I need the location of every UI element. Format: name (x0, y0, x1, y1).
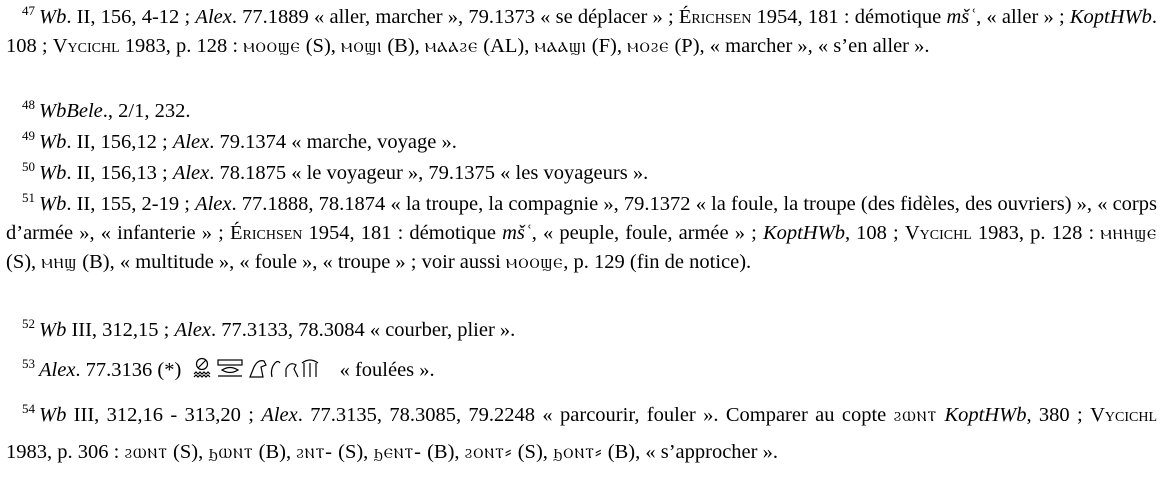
text-run: , 380 ; (1026, 404, 1091, 426)
text-run: , « aller » ; (976, 6, 1070, 28)
coptic-word: ϧⲉⲛⲧ- (373, 441, 422, 463)
author-name: Vycichl (904, 222, 972, 244)
text-run: 1983, p. 306 : (6, 441, 125, 463)
text-run: 1983, p. 128 : (119, 35, 244, 57)
text-run: . 79.1374 « marche, voyage ». (209, 131, 457, 153)
italic-reference: KoptHWb (762, 222, 845, 244)
text-run: . 77.3135, 78.3085, 79.2248 « parcourir, fouler ». Comparer au copte (297, 404, 894, 426)
italic-reference: Alex (172, 162, 210, 184)
text-run: . II, 156, 4-12 ; (66, 6, 196, 28)
footnote-47 (6, 3, 1157, 61)
text-run: , p. 129 (fin de notice). (563, 251, 752, 273)
text-run: (S), (167, 441, 209, 463)
footnote-52 (6, 316, 1157, 345)
text-run: 1983, p. 128 : (971, 222, 1101, 244)
text-run: (B), (382, 35, 425, 57)
italic-reference: Wb (39, 193, 67, 215)
text-run: 1954, 181 : démotique (751, 6, 947, 28)
italic-reference: Wb (39, 319, 67, 341)
italic-reference: Wb (39, 6, 67, 28)
text-run: (S), (300, 35, 342, 57)
text-run: (B), (421, 441, 465, 463)
text-run: . II, 155, 2-19 ; (66, 193, 196, 215)
italic-reference: mšʿ (946, 6, 977, 28)
footnote-number: 50 (22, 159, 35, 174)
footnote-48 (6, 97, 1157, 126)
italic-reference: Alex (172, 131, 210, 153)
italic-reference: mšʿ (502, 222, 532, 244)
coptic-word: ⲙⲟϣⲓ (341, 35, 383, 57)
text-run: (B), (253, 441, 297, 463)
coptic-word: ⲙⲁⲁϣⲓ (534, 35, 587, 57)
coptic-word: ϧⲟⲛⲧ⸗ (553, 441, 603, 463)
italic-reference: Alex (39, 359, 76, 381)
text-run: . 77.3133, 78.3084 « courber, plier ». (210, 319, 516, 341)
author-name: Vycichl (1090, 404, 1157, 426)
hieroglyph-group-icon (192, 357, 330, 379)
text-run: (B), « s’approcher ». (602, 441, 778, 463)
text-run: . 77.1888, 78.1874 « la troupe, la compagnie », 79.1372 « la foule, la troupe (des fidèles, des ouvriers) », « corps d’armée », « infanterie » ; (6, 193, 1157, 244)
footnote-number: 54 (22, 401, 35, 416)
text-run: III, 312,15 ; (66, 319, 175, 341)
text-run: (F), (586, 35, 628, 57)
italic-reference: Alex (195, 193, 232, 215)
coptic-word: ϩⲟⲛⲧ⸗ (464, 441, 513, 463)
footnote-50 (6, 159, 1157, 188)
italic-reference: Wb (39, 404, 67, 426)
text-run: (S), (333, 441, 374, 463)
coptic-word: ⲙⲟⲟϣⲉ (243, 35, 301, 57)
author-name: Vycichl (52, 35, 120, 57)
coptic-word: ϩⲛⲧ- (296, 441, 333, 463)
text-run: (AL), (478, 35, 535, 57)
text-run: . 78.1875 « le voyageur », 79.1375 « les voyageurs ». (209, 162, 649, 184)
footnote-54 (6, 397, 1157, 471)
author-name: Érichsen (678, 6, 752, 28)
footnote-number: 47 (22, 3, 35, 18)
author-name: Érichsen (229, 222, 303, 244)
footnote-number: 53 (22, 356, 35, 371)
text-run: , 108 ; (844, 222, 905, 244)
text-run: , « peuple, foule, armée » ; (531, 222, 763, 244)
footnote-number: 48 (22, 97, 35, 112)
footnote-51 (6, 190, 1157, 277)
italic-reference: KoptHWb (944, 404, 1027, 426)
italic-reference: KoptHWb (1069, 6, 1152, 28)
footnote-49 (6, 128, 1157, 157)
coptic-word: ⲙⲏϣ (41, 251, 78, 273)
italic-reference: Alex (174, 319, 211, 341)
text-run: ., 2/1, 232. (102, 100, 191, 122)
text-run: (S), (512, 441, 554, 463)
coptic-word: ϩⲱⲛⲧ (124, 441, 168, 463)
text-run: . 77.3136 (*) (75, 359, 187, 381)
text-run: 1954, 181 : démotique (302, 222, 503, 244)
text-run: III, 312,16 - 313,20 ; (66, 404, 262, 426)
coptic-word: ϧⲱⲛⲧ (208, 441, 254, 463)
text-run: (B), « multitude », « foule », « troupe » ; voir aussi (77, 251, 506, 273)
text-run: (P), « marcher », « s’en aller ». (669, 35, 930, 57)
italic-reference: Wb (39, 131, 67, 153)
text-run: . 108 ; (6, 6, 1157, 57)
italic-reference: Wb (39, 162, 67, 184)
italic-reference: Alex (195, 6, 232, 28)
text-run: . 77.1889 « aller, marcher », 79.1373 « se déplacer » ; (231, 6, 679, 28)
footnote-number: 52 (22, 316, 35, 331)
coptic-word: ϩⲱⲛⲧ (893, 404, 938, 426)
coptic-word: ⲙⲁⲁϩⲉ (424, 35, 479, 57)
footnote-number: 49 (22, 128, 35, 143)
text-run: « foulées ». (334, 359, 435, 381)
coptic-word: ⲙⲟⲟϣⲉ (505, 251, 564, 273)
coptic-word: ⲙⲏⲏϣⲉ (1100, 222, 1158, 244)
text-run: (S), (6, 251, 42, 273)
text-run: . II, 156,12 ; (66, 131, 173, 153)
coptic-word: ⲙⲟϩⲉ (627, 35, 670, 57)
italic-reference: WbBele (39, 100, 103, 122)
text-run: . II, 156,13 ; (66, 162, 173, 184)
italic-reference: Alex (261, 404, 298, 426)
footnote-number: 51 (22, 190, 35, 205)
footnote-53 (6, 356, 1157, 385)
